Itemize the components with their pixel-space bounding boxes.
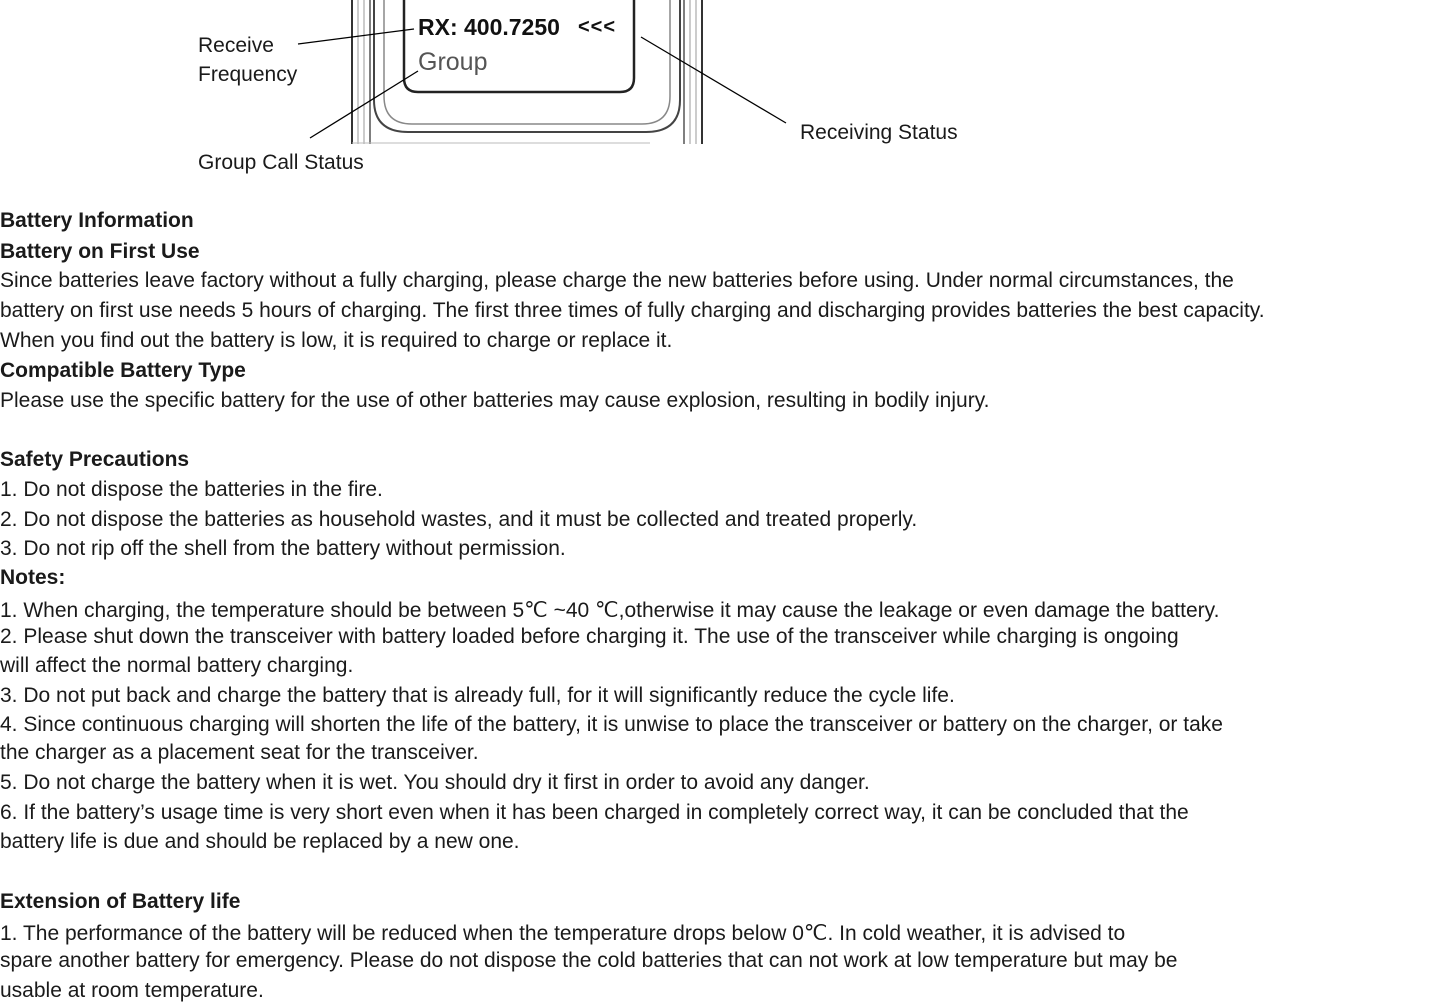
note-item: 2. Please shut down the transceiver with battery loaded before charging it. The use of the transceiver while charging is ongoing [0,625,1179,648]
label-group-call-status: Group Call Status [198,151,364,174]
callout-receive-frequency-line [298,29,414,44]
safety-heading: Safety Precautions [0,448,190,471]
extension-heading: Extension of Battery life [0,890,241,913]
note-item: 6. If the battery’s usage time is very short even when it has been charged in completely correct way, it can be concluded that the [0,801,1189,824]
safety-item: 3. Do not rip off the shell from the battery without permission. [0,537,566,560]
first-use-paragraph-line: When you find out the battery is low, it is required to charge or replace it. [0,329,673,352]
screen-receiving-indicator: <<< [578,16,617,38]
screen-rx-frequency: RX: 400.7250 [418,14,560,40]
device-figure [0,0,1429,180]
screen-group-text: Group [418,48,488,76]
label-frequency: Frequency [198,63,298,86]
note-item: 1. When charging, the temperature should be between 5℃ ~40 ℃,otherwise it may cause the leakage or even damage the battery. [0,599,1220,622]
note-item-continued: battery life is due and should be replaced by a new one. [0,830,520,853]
note-item-continued: will affect the normal battery charging. [0,654,354,677]
compatible-paragraph: Please use the specific battery for the use of other batteries may cause explosion, resulting in bodily injury. [0,389,990,412]
extension-item-continued: spare another battery for emergency. Please do not dispose the cold batteries that can not work at low temperature but may be [0,949,1178,972]
note-item: 5. Do not charge the battery when it is wet. You should dry it first in order to avoid any danger. [0,771,870,794]
first-use-heading: Battery on First Use [0,240,200,263]
note-item-continued: the charger as a placement seat for the transceiver. [0,741,479,764]
battery-info-heading: Battery Information [0,209,194,232]
extension-item: 1. The performance of the battery will be reduced when the temperature drops below 0℃. In cold weather, it is advised to [0,922,1126,945]
first-use-paragraph-line: battery on first use needs 5 hours of charging. The first three times of fully charging and discharging provides batteries the best capacity. [0,299,1265,322]
label-receive: Receive [198,34,274,57]
callout-receiving-status-line [641,37,786,123]
label-receiving-status: Receiving Status [800,121,958,144]
safety-item: 2. Do not dispose the batteries as household wastes, and it must be collected and treated properly. [0,508,918,531]
note-item: 3. Do not put back and charge the battery that is already full, for it will significantly reduce the cycle life. [0,684,955,707]
extension-item-continued: usable at room temperature. [0,979,264,1002]
compatible-heading: Compatible Battery Type [0,359,246,382]
first-use-paragraph-line: Since batteries leave factory without a fully charging, please charge the new batteries before using. Under normal circumstances, the [0,269,1234,292]
safety-item: 1. Do not dispose the batteries in the fire. [0,478,383,501]
note-item: 4. Since continuous charging will shorten the life of the battery, it is unwise to place the transceiver or battery on the charger, or take [0,713,1223,736]
notes-heading: Notes: [0,566,66,589]
